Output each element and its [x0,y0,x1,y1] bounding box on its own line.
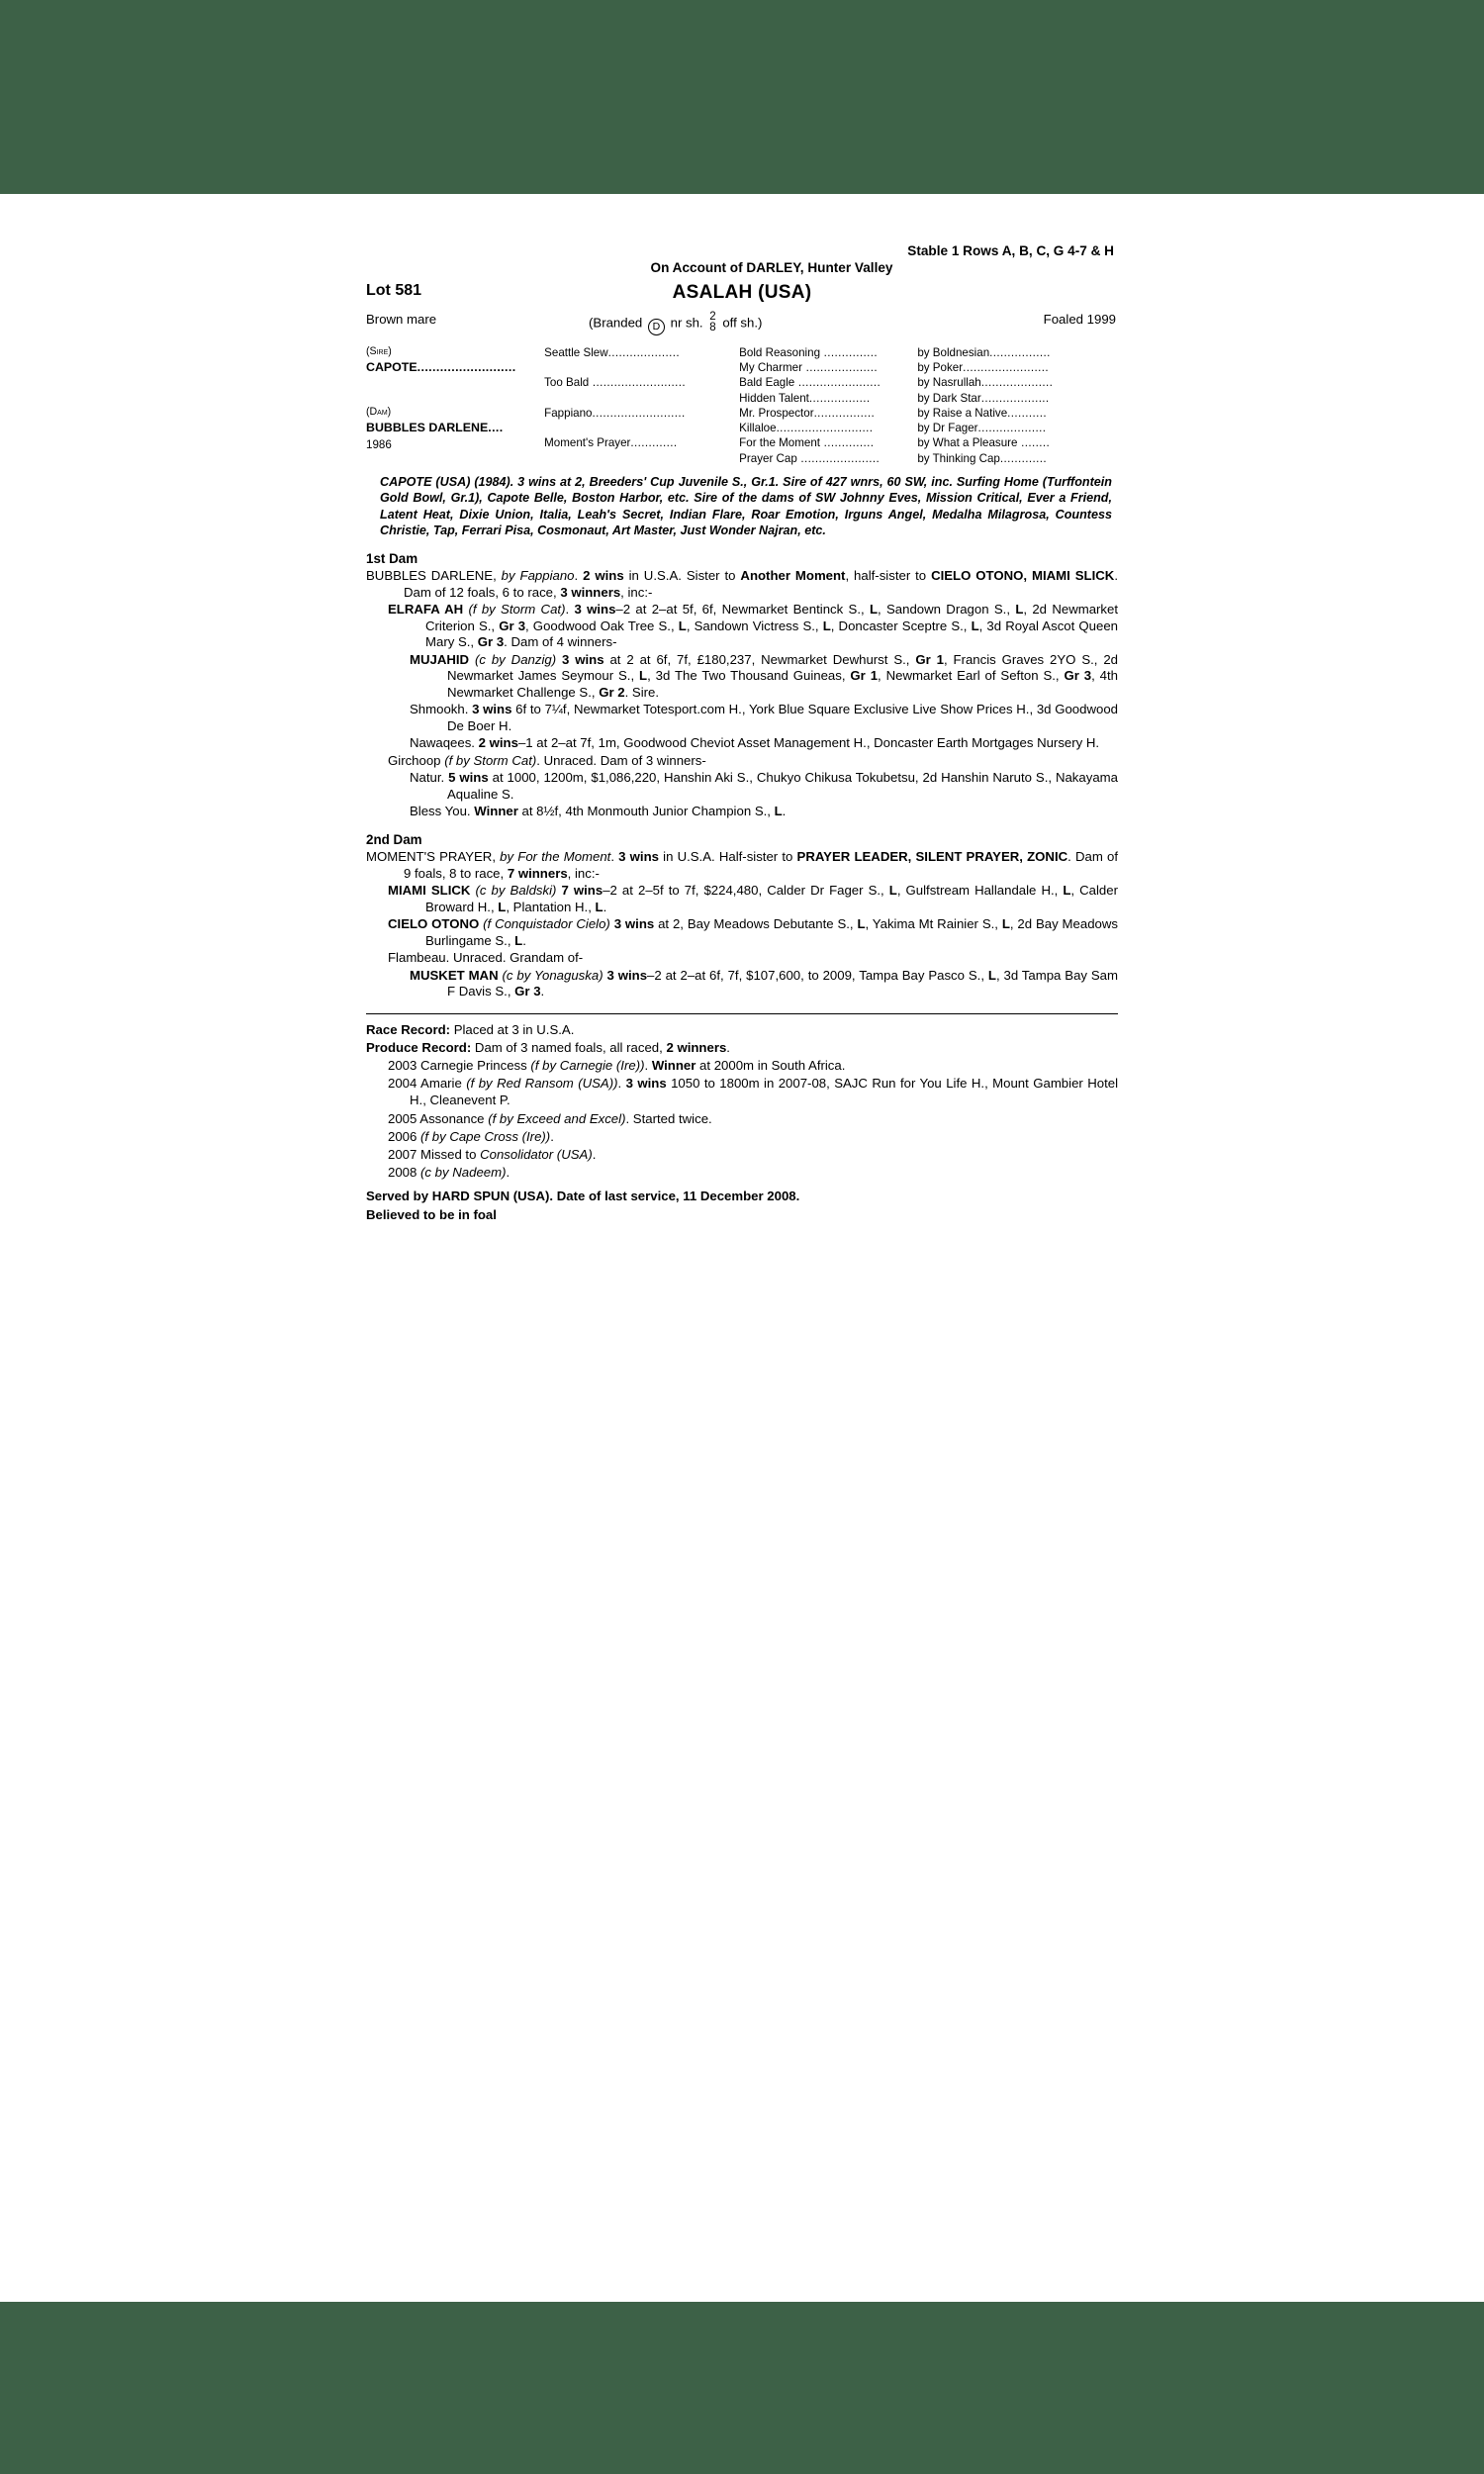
ggp-1-1-name: Hidden Talent [739,391,809,405]
second-dam-0-seg-8: 7 winners [507,865,568,881]
second-dam-0-seg-9: , inc:- [567,865,600,881]
first-dam-6-seg-2: at 1000, 1200m, $1,086,220, Hanshin Aki S., Chukyo Chikusa Tokubetsu, 2d Hanshin Naruto S., Nakayama Aqualine S. [447,770,1118,802]
produce-record-text-pre: Dam of 3 named foals, all raced, [471,1039,667,1055]
second-dam-1-seg-11: L [595,899,603,914]
first-dam-2-seg-10: , Newmarket Earl of Sefton S., [878,668,1065,684]
first-dam-line [410,770,1118,803]
produce-2-seg-1: (f by Exceed and Excel) [488,1110,626,1126]
dam-dots: .... [488,420,504,434]
stable-rows-line: Stable 1 Rows A, B, C, G 4-7 & H [907,243,1114,258]
ggp-3-1-sire-name: by Thinking Cap [917,451,1000,465]
second-dam-0-seg-2: by For the Moment [500,849,611,865]
produce-item [366,1128,1118,1145]
produce-record-text-post: . [726,1039,730,1055]
first-dam-0-seg-0: BUBBLES DARLENE [366,568,494,584]
first-dam-1-seg-9: Gr 3 [499,618,526,633]
account-line: On Account of DARLEY, Hunter Valley [650,259,893,275]
second-dam-1-seg-9: L [498,899,507,914]
first-dam-2-seg-7: L [639,668,648,684]
pedigree-ggp-1-0 [739,375,917,390]
pedigree-ggp-1-1-sire [917,391,1118,406]
ggp-0-0-dots: ............... [820,345,878,359]
second-dam-4-seg-1: (c by Yonaguska) [498,967,603,983]
second-dam-1-seg-1: (c by Baldski) [470,883,557,899]
first-dam-7-seg-0: Bless You. [410,804,475,819]
pedigree-dam-cell [366,406,544,466]
ggp-3-1-name: Prayer Cap [739,451,797,465]
produce-1-seg-3: 3 wins [625,1076,667,1092]
gp-0-name: Seattle Slew [544,345,608,359]
first-dam-0-seg-8: CIELO OTONO, MIAMI SLICK [931,568,1115,584]
first-dam-2-seg-14: . Sire. [624,684,660,700]
first-dam-0-seg-7: , half-sister to [845,568,932,584]
first-dam-line [410,735,1118,752]
produce-0-seg-2: . [644,1058,652,1074]
brand-numerator: 2 [709,310,716,323]
second-dam-2-seg-5: L [857,916,866,932]
pedigree-ggp-1-0-sire [917,375,1118,390]
first-dam-2-seg-5: Gr 1 [915,651,944,667]
first-dam-5-seg-1: (f by Storm Cat) [444,752,537,768]
dam-label: (Dam) [366,405,392,418]
ggp-2-0-name: Mr. Prospector [739,406,814,420]
ggp-3-1-sire-dots: ............. [999,451,1047,465]
pedigree-ggp-3-0 [739,435,917,450]
ggp-2-1-name: Killaloe [739,422,777,435]
second-dam-4-seg-6: , 3d Tampa Bay Sam F Davis S., [447,967,1119,999]
first-dam-7-seg-1: Winner [474,804,518,819]
ggp-0-0-sire-dots: ................. [989,345,1051,359]
first-dam-body [366,568,1118,820]
first-dam-0-seg-3: . [574,568,584,584]
first-dam-1-seg-5: L [869,602,879,618]
first-dam-1-seg-13: L [822,618,831,633]
second-dam-3-seg-0: Flambeau. Unraced. Grandam of- [388,950,584,966]
first-dam-1-seg-10: , Goodwood Oak Tree S., [525,618,679,633]
second-dam-4-seg-0: MUSKET MAN [410,967,499,983]
ggp-2-1-sire-dots: ................... [977,422,1047,435]
branded-middle: nr sh. [670,315,703,331]
produce-5-seg-1: (c by Nadeem) [420,1164,507,1180]
produce-0-seg-0: 2003 Carnegie Princess [388,1058,531,1074]
second-dam-2-seg-8: , 2d Bay Meadows Burlingame S., [425,916,1118,948]
first-dam-2-seg-0: MUJAHID [410,651,470,667]
second-dam-4-seg-4: –2 at 2–at 6f, 7f, $107,600, to 2009, Tampa Bay Pasco S., [647,967,988,983]
produce-item [366,1146,1118,1163]
ggp-0-0-sire-name: by Boldnesian [917,345,990,359]
produce-1-seg-1: (f by Red Ransom (USA)) [466,1076,618,1092]
section-divider [366,1013,1118,1014]
brand-description [589,312,762,336]
pedigree-gp-1 [544,375,739,406]
first-dam-1-seg-0: ELRAFA AH [388,602,464,618]
second-dam-0-seg-0: MOMENT'S PRAYER [366,849,493,865]
produce-3-seg-2: . [550,1128,554,1144]
ggp-2-0-sire-dots: ........... [1007,406,1048,420]
first-dam-7-seg-2: at 8½f, 4th Monmouth Junior Champion S., [517,804,775,819]
produce-0-seg-3: Winner [651,1058,696,1074]
first-dam-2-seg-3: 3 wins [562,651,604,667]
ggp-3-0-dots: .............. [820,436,875,450]
produce-record-label: Produce Record: [366,1039,472,1055]
lot-title-row [366,281,1118,303]
produce-3-seg-1: (f by Cape Cross (Ire)) [420,1128,551,1144]
dam-name [366,420,544,435]
brand-letter-icon: D [648,319,665,335]
gp-3-name: Moment's Prayer [544,436,631,450]
pedigree-gp-0 [544,345,739,376]
ggp-2-0-sire-name: by Raise a Native [917,406,1008,420]
first-dam-2-seg-6: , Francis Graves 2YO S., 2d Newmarket James Seymour S., [447,651,1119,684]
pedigree-ggp-0-1-sire [917,360,1118,375]
second-dam-0-seg-6: PRAYER LEADER, SILENT PRAYER, ZONIC [796,849,1068,865]
first-dam-2-seg-8: , 3d The Two Thousand Guineas, [647,668,851,684]
brand-number [709,312,715,334]
produce-item [366,1110,1118,1127]
ggp-1-0-sire-name: by Nasrullah [917,376,981,390]
brand-denominator: 8 [709,322,716,334]
first-dam-1-seg-14: , Doncaster Sceptre S., [830,618,972,633]
ggp-2-0-dots: ................. [813,406,876,420]
record-section [366,1021,1118,1224]
second-dam-line [410,968,1118,1000]
first-dam-1-seg-18: . Dam of 4 winners- [504,634,617,650]
first-dam-heading: 1st Dam [366,550,418,566]
pedigree-ggp-2-0 [739,406,917,421]
second-dam-1-seg-10: , Plantation H., [506,899,596,914]
ggp-1-0-dots: ....................... [794,376,881,390]
second-dam-heading: 2nd Dam [366,831,422,847]
first-dam-1-seg-17: Gr 3 [477,634,505,650]
second-dam-2-seg-7: L [1001,916,1010,932]
produce-item [366,1075,1118,1108]
second-dam-4-seg-8: . [540,984,545,999]
second-dam-2-seg-1: (f Conquistador Cielo) [479,916,610,932]
produce-1-seg-2: . [617,1076,626,1092]
first-dam-1-seg-2: . [565,602,575,618]
pedigree-ggp-2-1 [739,421,917,435]
pedigree-gp-2 [544,406,739,436]
gp-2-dots: .......................... [592,406,686,420]
race-record-label: Race Record: [366,1021,451,1037]
second-dam-2-seg-10: . [522,932,526,948]
sire-dots: .......................... [417,359,516,374]
first-dam-1-seg-16: , 3d Royal Ascot Queen Mary S., [425,618,1118,650]
second-dam-1-seg-7: L [1063,883,1071,899]
horse-subheader [366,306,1118,335]
pedigree-sire-cell [366,345,544,406]
first-dam-0-seg-11: , inc:- [620,584,653,600]
ggp-1-1-dots: ................. [808,391,871,405]
second-dam-0-seg-7: . Dam of 9 foals, 8 to race, [404,849,1118,881]
first-dam-line [410,652,1118,702]
second-dam-line [388,883,1118,915]
first-dam-1-seg-3: 3 wins [574,602,616,618]
first-dam-0-seg-1: , [493,568,502,584]
second-dam-0-seg-1: , [492,849,501,865]
gp-1-name: Too Bald [544,376,590,390]
second-dam-0-seg-5: in U.S.A. Half-sister to [658,849,797,865]
ggp-0-1-sire-name: by Poker [917,360,964,374]
ggp-3-0-sire-dots: ........ [1017,436,1051,450]
branded-prefix: (Branded [589,315,643,331]
second-dam-1-seg-4: –2 at 2–5f to 7f, $224,480, Calder Dr Fager S., [603,883,889,899]
ggp-3-1-dots: ...................... [796,451,881,465]
branded-suffix: off sh.) [722,315,763,331]
first-dam-7-seg-4: . [782,804,787,819]
first-dam-0-seg-4: 2 wins [583,568,624,584]
produce-1-seg-4: 1050 to 1800m in 2007-08, SAJC Run for You Life H., Mount Gambier Hotel H., Cleanevent P. [410,1076,1119,1108]
second-dam-4-seg-3: 3 wins [606,967,648,983]
produce-2-seg-2: . Started twice. [625,1110,712,1126]
gp-3-dots: ............. [630,436,678,450]
first-dam-3-seg-2: 6f to 7¼f, Newmarket Totesport.com H., York Blue Square Exclusive Live Show Prices H., 3d Goodwood De Boer H. [447,702,1118,733]
pedigree-ggp-3-0-sire [917,435,1118,450]
ggp-3-0-sire-name: by What a Pleasure [917,436,1018,450]
sire-name [366,359,544,375]
ggp-3-0-name: For the Moment [739,436,821,450]
second-dam-4-seg-5: L [987,967,996,983]
race-record-text: Placed at 3 in U.S.A. [450,1021,575,1037]
first-dam-5-seg-2: . Unraced. Dam of 3 winners- [536,752,706,768]
race-record-row [366,1021,1118,1038]
second-dam-4-seg-7: Gr 3 [514,984,541,999]
first-dam-3-seg-0: Shmookh. [410,702,473,717]
ggp-0-1-sire-dots: ........................ [963,360,1049,374]
in-foal-line: Believed to be in foal [366,1207,497,1223]
first-dam-6-seg-1: 5 wins [448,770,489,786]
second-dam-line [388,950,1118,967]
produce-4-seg-1: Consolidator (USA) [480,1146,593,1162]
first-dam-3-seg-1: 3 wins [472,702,512,717]
horse-colour-sex: Brown mare [366,311,437,327]
first-dam-4-seg-2: –1 at 2–at 7f, 1m, Goodwood Cheviot Asset Management H., Doncaster Earth Mortgages Nursery H. [517,735,1100,751]
produce-0-seg-1: (f by Carnegie (Ire)) [530,1058,645,1074]
produce-5-seg-2: . [506,1164,510,1180]
pedigree-ggp-3-1 [739,451,917,466]
first-dam-2-seg-11: Gr 3 [1064,668,1092,684]
first-dam-4-seg-1: 2 wins [478,735,518,751]
produce-1-seg-0: 2004 Amarie [388,1076,467,1092]
first-dam-line [366,568,1118,601]
pedigree-ggp-3-1-sire [917,451,1118,466]
dam-name-text: BUBBLES DARLENE [366,420,489,434]
first-dam-line [410,702,1118,734]
produce-record-winners: 2 winners [666,1039,727,1055]
second-dam-2-seg-3: 3 wins [613,916,655,932]
second-dam-1-seg-8: , Calder Broward H., [425,883,1118,914]
second-dam-2-seg-4: at 2, Bay Meadows Debutante S., [654,916,858,932]
first-dam-1-seg-7: L [1015,602,1024,618]
first-dam-6-seg-0: Natur. [410,770,449,786]
produce-item [366,1164,1118,1181]
produce-2-seg-0: 2005 Assonance [388,1110,489,1126]
catalogue-page [0,194,1484,2302]
produce-5-seg-0: 2008 [388,1164,421,1180]
produce-record-row [366,1039,1118,1056]
horse-name: ASALAH (USA) [672,281,812,303]
second-dam-1-seg-12: . [603,899,607,914]
produce-4-seg-2: . [592,1146,597,1162]
gp-2-name: Fappiano [544,406,593,420]
first-dam-1-seg-6: , Sandown Dragon S., [878,602,1016,618]
first-dam-1-seg-4: –2 at 2–at 5f, 6f, Newmarket Bentinck S., [615,602,870,618]
first-dam-1-seg-11: L [678,618,687,633]
ggp-0-0-name: Bold Reasoning [739,345,821,359]
second-dam-1-seg-6: , Gulfstream Hallandale H., [896,883,1064,899]
gp-1-dots: .......................... [589,376,687,390]
second-dam-0-seg-3: . [610,849,619,865]
first-dam-2-seg-1: (c by Danzig) [469,651,557,667]
pedigree-table [366,345,1118,466]
first-dam-2-seg-4: at 2 at 6f, 7f, £180,237, Newmarket Dewhurst S., [603,651,916,667]
gp-0-dots: .................... [607,345,681,359]
first-dam-5-seg-0: Girchoop [388,752,445,768]
pedigree-ggp-1-1 [739,391,917,406]
second-dam-2-seg-6: , Yakima Mt Rainier S., [865,916,1002,932]
ggp-1-1-sire-dots: ................... [980,391,1050,405]
first-dam-line [410,804,1118,820]
produce-item-list [366,1057,1118,1181]
ggp-1-1-sire-name: by Dark Star [917,391,981,405]
pedigree-ggp-0-0 [739,345,917,360]
pedigree-ggp-2-1-sire [917,421,1118,435]
ggp-0-1-dots: .................... [801,360,878,374]
first-dam-0-seg-2: by Fappiano [501,568,575,584]
sire-summary-paragraph: CAPOTE (USA) (1984). 3 wins at 2, Breeders' Cup Juvenile S., Gr.1. Sire of 427 wnrs, 60 SW, inc. Surfing Home (Turffontein Gold Bowl, Gr.1), Capote Belle, Boston Harbor, etc. Sire of the dams of SW Johnny Eves, Mission Critical, Ever a Friend, Latent Heat, Dixie Union, Italia, Leah's Secret, Indian Flare, Roar Emotion, Irguns Angel, Medalha Milagrosa, Countess Christie, Tap, Ferrari Pisa, Cosmonaut, Art Master, Just Wonder Najran, etc. [380,475,1112,538]
second-dam-line [388,916,1118,949]
first-dam-1-seg-15: L [971,618,979,633]
first-dam-line [388,753,1118,770]
pedigree-ggp-0-1 [739,360,917,375]
second-dam-0-seg-4: 3 wins [618,849,659,865]
first-dam-1-seg-12: , Sandown Victress S., [686,618,823,633]
produce-0-seg-4: at 2000m in South Africa. [696,1058,846,1074]
ggp-1-0-name: Bald Eagle [739,376,795,390]
sire-name-text: CAPOTE [366,359,417,374]
produce-4-seg-0: 2007 Missed to [388,1146,481,1162]
served-by-line: Served by HARD SPUN (USA). Date of last service, 11 December 2008. [366,1189,800,1204]
second-dam-2-seg-9: L [514,932,523,948]
first-dam-2-seg-13: Gr 2 [599,684,625,700]
ggp-0-1-name: My Charmer [739,360,802,374]
first-dam-1-seg-1: (f by Storm Cat) [463,602,566,618]
pedigree-ggp-2-0-sire [917,406,1118,421]
produce-item [366,1057,1118,1074]
foaled-year: Foaled 1999 [1043,311,1116,327]
second-dam-body [366,849,1118,1000]
sales-catalogue-entry [366,243,1118,1223]
first-dam-0-seg-9: . Dam of 12 foals, 6 to race, [404,568,1118,600]
pedigree-gp-3 [544,435,739,466]
ggp-1-0-sire-dots: .................... [980,376,1054,390]
second-dam-1-seg-3: 7 wins [561,883,603,899]
first-dam-0-seg-10: 3 winners [560,584,621,600]
first-dam-7-seg-3: L [774,804,783,819]
first-dam-2-seg-12: , 4th Newmarket Challenge S., [447,668,1119,700]
pedigree-ggp-0-0-sire [917,345,1118,360]
dam-year: 1986 [366,438,392,452]
second-dam-line [366,849,1118,882]
first-dam-2-seg-9: Gr 1 [850,668,879,684]
second-dam-1-seg-0: MIAMI SLICK [388,883,471,899]
ggp-2-1-dots: ........................... [776,422,874,435]
first-dam-line [388,602,1118,651]
first-dam-1-seg-8: , 2d Newmarket Criterion S., [425,602,1119,633]
produce-3-seg-0: 2006 [388,1128,421,1144]
second-dam-2-seg-0: CIELO OTONO [388,916,480,932]
first-dam-0-seg-5: in U.S.A. Sister to [623,568,741,584]
first-dam-4-seg-0: Nawaqees. [410,735,479,751]
sire-label: (Sire) [366,344,392,357]
lot-number: Lot 581 [366,281,422,299]
ggp-2-1-sire-name: by Dr Fager [917,422,978,435]
first-dam-0-seg-6: Another Moment [740,568,846,584]
second-dam-1-seg-5: L [888,883,897,899]
